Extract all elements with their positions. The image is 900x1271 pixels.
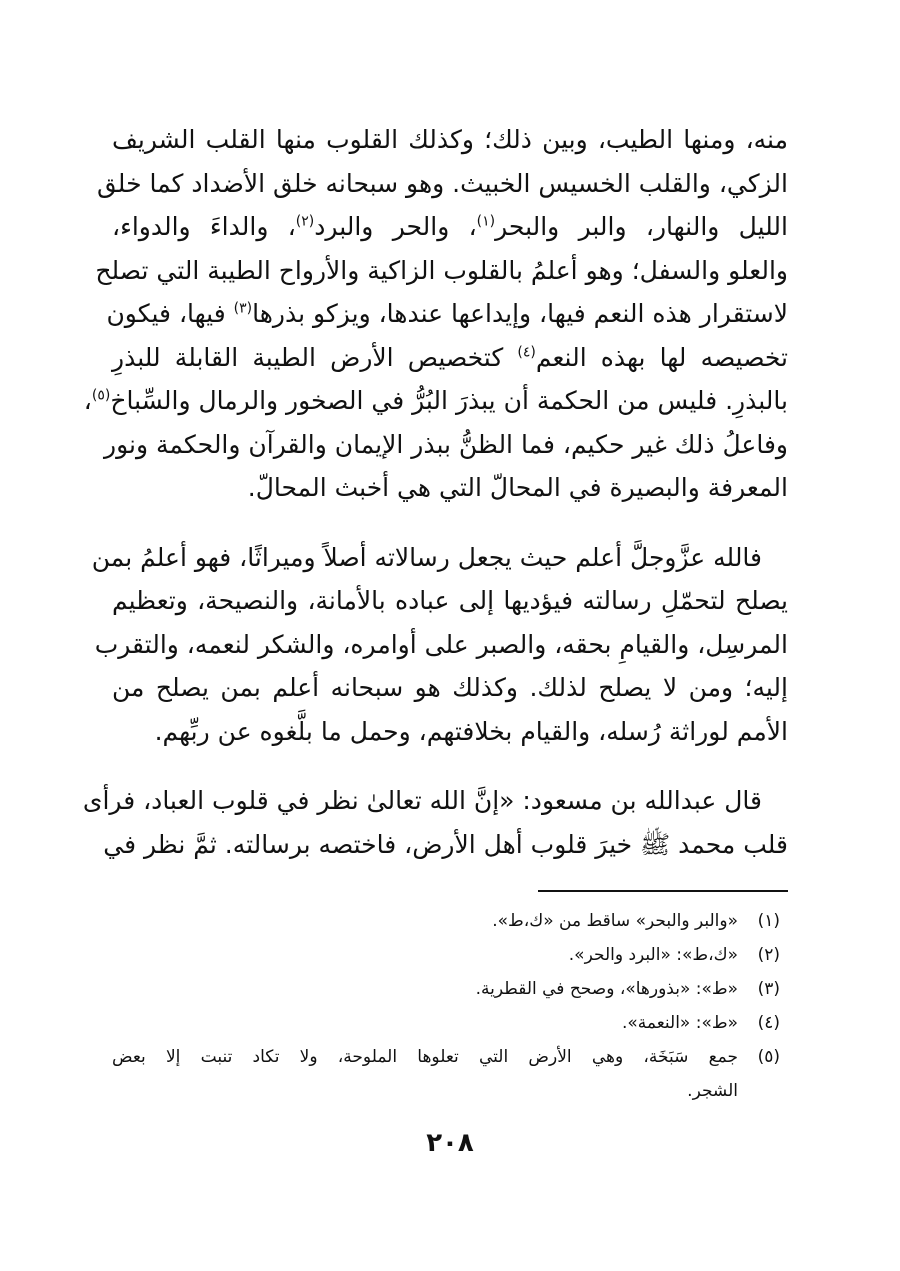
footnotes xyxy=(112,904,788,1108)
footnote-text: «والبر والبحر» ساقط من «ك،ط». xyxy=(492,911,738,931)
footnote-ref-3: (٣) xyxy=(233,300,253,317)
footnote-number: (١) xyxy=(757,911,780,931)
main-text xyxy=(82,118,788,866)
text-line: بالبذرِ. فليس من الحكمة أن يبذرَ البُرُّ في الصخور والرمال والسِّباخ$^{(٥)}$، xyxy=(83,386,788,415)
text-line: الأمم لوراثة رُسله، والقيام بخلافتهم، وحمل ما بلَّغوه عن ربِّهم. xyxy=(154,716,788,746)
footnote-ref-5: (٥) xyxy=(91,387,111,404)
text-line: الليل والنهار، والبر والبحر$^{(١)}$، والحر والبرد$^{(٢)}$، والداءَ والدواء، xyxy=(112,212,788,241)
footnote-1 xyxy=(112,904,788,938)
text-line: وفاعلُ ذلك غير حكيم، فما الظنُّ ببذر الإيمان والقرآن والحكمة ونور xyxy=(104,429,788,459)
footnote-text: الشجر. xyxy=(687,1081,738,1101)
footnote-text: «ك،ط»: «البرد والحر». xyxy=(568,945,738,965)
text-line: لاستقرار هذه النعم فيها، وإيداعها عندها، ويزكو بذرها$^{(٣)}$ فيها، فيكون xyxy=(106,299,788,328)
footnote-text: «ط»: «بذورها»، وصحح في القطرية. xyxy=(475,979,738,999)
paragraph-3 xyxy=(82,779,788,866)
footnote-5 xyxy=(112,1040,788,1108)
footnote-3 xyxy=(112,972,788,1006)
text-line: قلب محمد ﷺ خيرَ قلوب أهل الأرض، فاختصه برسالته. ثمَّ نظر في xyxy=(103,829,788,859)
paragraph-gap xyxy=(112,510,788,536)
footnote-text: «ط»: «النعمة». xyxy=(621,1013,738,1033)
footnote-ref-1: (١) xyxy=(476,213,496,230)
text-line: يصلح لتحمّلِ رسالته فيؤديها إلى عباده بالأمانة، والنصيحة، وتعظيم xyxy=(112,586,788,615)
footnote-2 xyxy=(112,938,788,972)
footnote-ref-4: (٤) xyxy=(517,344,536,361)
paragraph-2 xyxy=(91,536,788,754)
page-number: ٢٠٨ xyxy=(426,1128,474,1158)
text-line: تخصيصه لها بهذه النعم$^{(٤)}$ كتخصيص الأرض الطيبة القابلة للبذرِ xyxy=(112,342,788,372)
text-line: قال عبدالله بن مسعود: «إنَّ الله تعالىٰ نظر في قلوب العباد، فرأى xyxy=(82,786,762,815)
text-line: فالله عزَّوجلَّ أعلم حيث يجعل رسالاته أصلاً وميراثًا، فهو أعلمُ بمن xyxy=(91,542,762,572)
text-line: المرسِل، والقيامِ بحقه، والصبر على أوامره، والشكر لنعمه، والتقرب xyxy=(94,629,788,659)
text-line: منه، ومنها الطيب، وبين ذلك؛ وكذلك القلوب منها القلب الشريف xyxy=(112,125,788,154)
text-line: والعلو والسفل؛ وهو أعلمُ بالقلوب الزاكية والأرواح الطيبة التي تصلح xyxy=(95,255,788,285)
footnote-number: (٢) xyxy=(757,945,780,965)
footnote-separator xyxy=(538,890,788,892)
text-line: إليه؛ ومن لا يصلح لذلك. وكذلك هو سبحانه أعلم بمن يصلح من xyxy=(112,673,788,702)
paragraph-1 xyxy=(83,118,788,510)
footnote-number: (٤) xyxy=(757,1013,780,1033)
text-line: المعرفة والبصيرة في المحالّ التي هي أخبث المحالّ. xyxy=(247,473,788,502)
footnote-text: جمع سَبَخَة، وهي الأرض التي تعلوها الملوحة، ولا تكاد تنبت إلا بعض xyxy=(112,1047,738,1067)
footnote-4 xyxy=(112,1006,788,1040)
footnote-ref-2: (٢) xyxy=(295,213,315,230)
footnote-number: (٣) xyxy=(757,979,780,999)
footnote-number: (٥) xyxy=(757,1047,780,1067)
paragraph-gap xyxy=(112,753,788,779)
text-line: الزكي، والقلب الخسيس الخبيث. وهو سبحانه خلق الأضداد كما خلق xyxy=(96,168,788,198)
